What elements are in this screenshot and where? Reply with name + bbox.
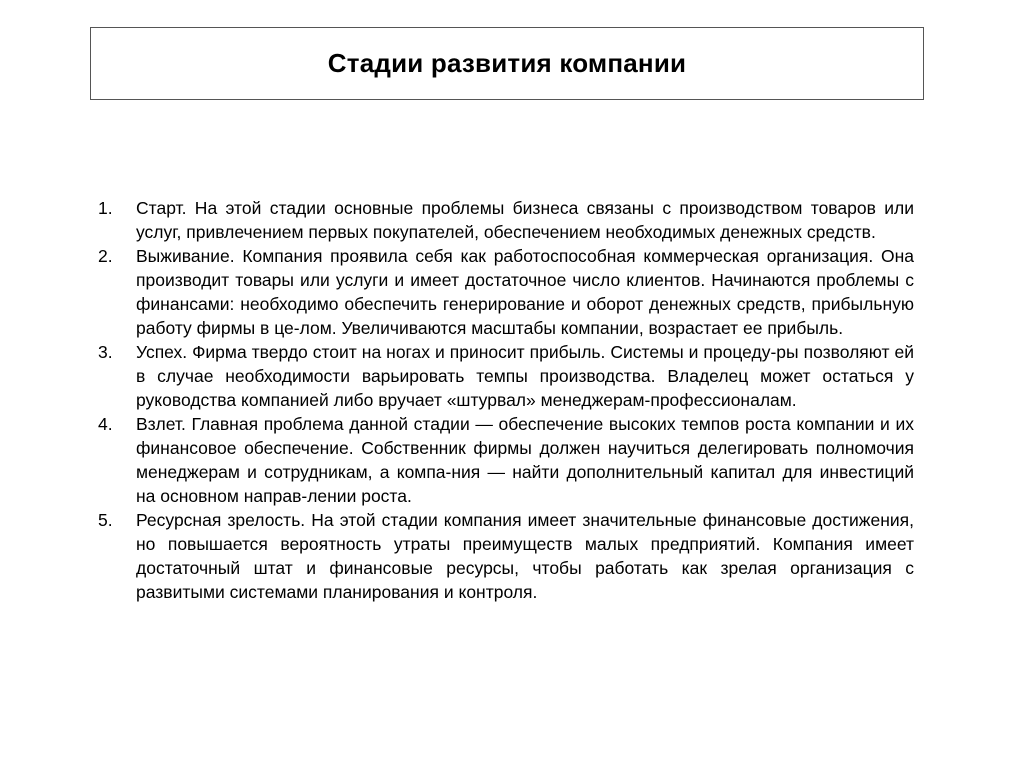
stage-number: 4.: [98, 414, 113, 434]
stage-item-start: [98, 196, 914, 244]
title-box: [90, 27, 924, 100]
page-title: Стадии развития компании: [327, 48, 687, 78]
stage-item-success: [98, 340, 914, 412]
stage-text: Старт. На этой стадии основные проблемы бизнеса связаны с производством товаров или услуг, привлечением первых покупателей, обеспечением необходимых денежных средств.: [136, 198, 914, 242]
stage-number: 2.: [98, 246, 113, 266]
stage-item-survival: [98, 244, 914, 340]
stage-text: Выживание. Компания проявила себя как работоспособная коммерческая организация. Она производит товары или услуги и имеет достаточное число клиентов. Начинаются проблемы с финансами: необходимо обеспечить генерирование и оборот денежных средств, прибыльную работу фирмы в це-лом. Увеличиваются масштабы компании, возрастает ее прибыль.: [136, 246, 914, 338]
stage-number: 3.: [98, 342, 113, 362]
stage-text: Взлет. Главная проблема данной стадии — обеспечение высоких темпов роста компании и их финансовое обеспечение. Собственник фирмы должен научиться делегировать полномочия менеджерам и сотрудникам, а компа-ния — найти дополнительный капитал для инвестиций на основном направ-лении роста.: [136, 414, 914, 506]
stage-text: Успех. Фирма твердо стоит на ногах и приносит прибыль. Системы и процеду-ры позволяют ей в случае необходимости варьировать темпы производства. Владелец может остаться у руководства компанией либо вручает «штурвал» менеджерам-профессионалам.: [136, 342, 914, 410]
stage-number: 5.: [98, 510, 113, 530]
stage-text: Ресурсная зрелость. На этой стадии компания имеет значительные финансовые достижения, но повышается вероятность утраты преимуществ малых предприятий. Компания имеет достаточный штат и финансовые ресурсы, чтобы работать как зрелая организация с развитыми системами планирования и контроля.: [136, 510, 914, 602]
stage-item-maturity: [98, 508, 914, 604]
stage-number: 1.: [98, 198, 113, 218]
stage-list: [98, 196, 914, 604]
stage-item-takeoff: [98, 412, 914, 508]
